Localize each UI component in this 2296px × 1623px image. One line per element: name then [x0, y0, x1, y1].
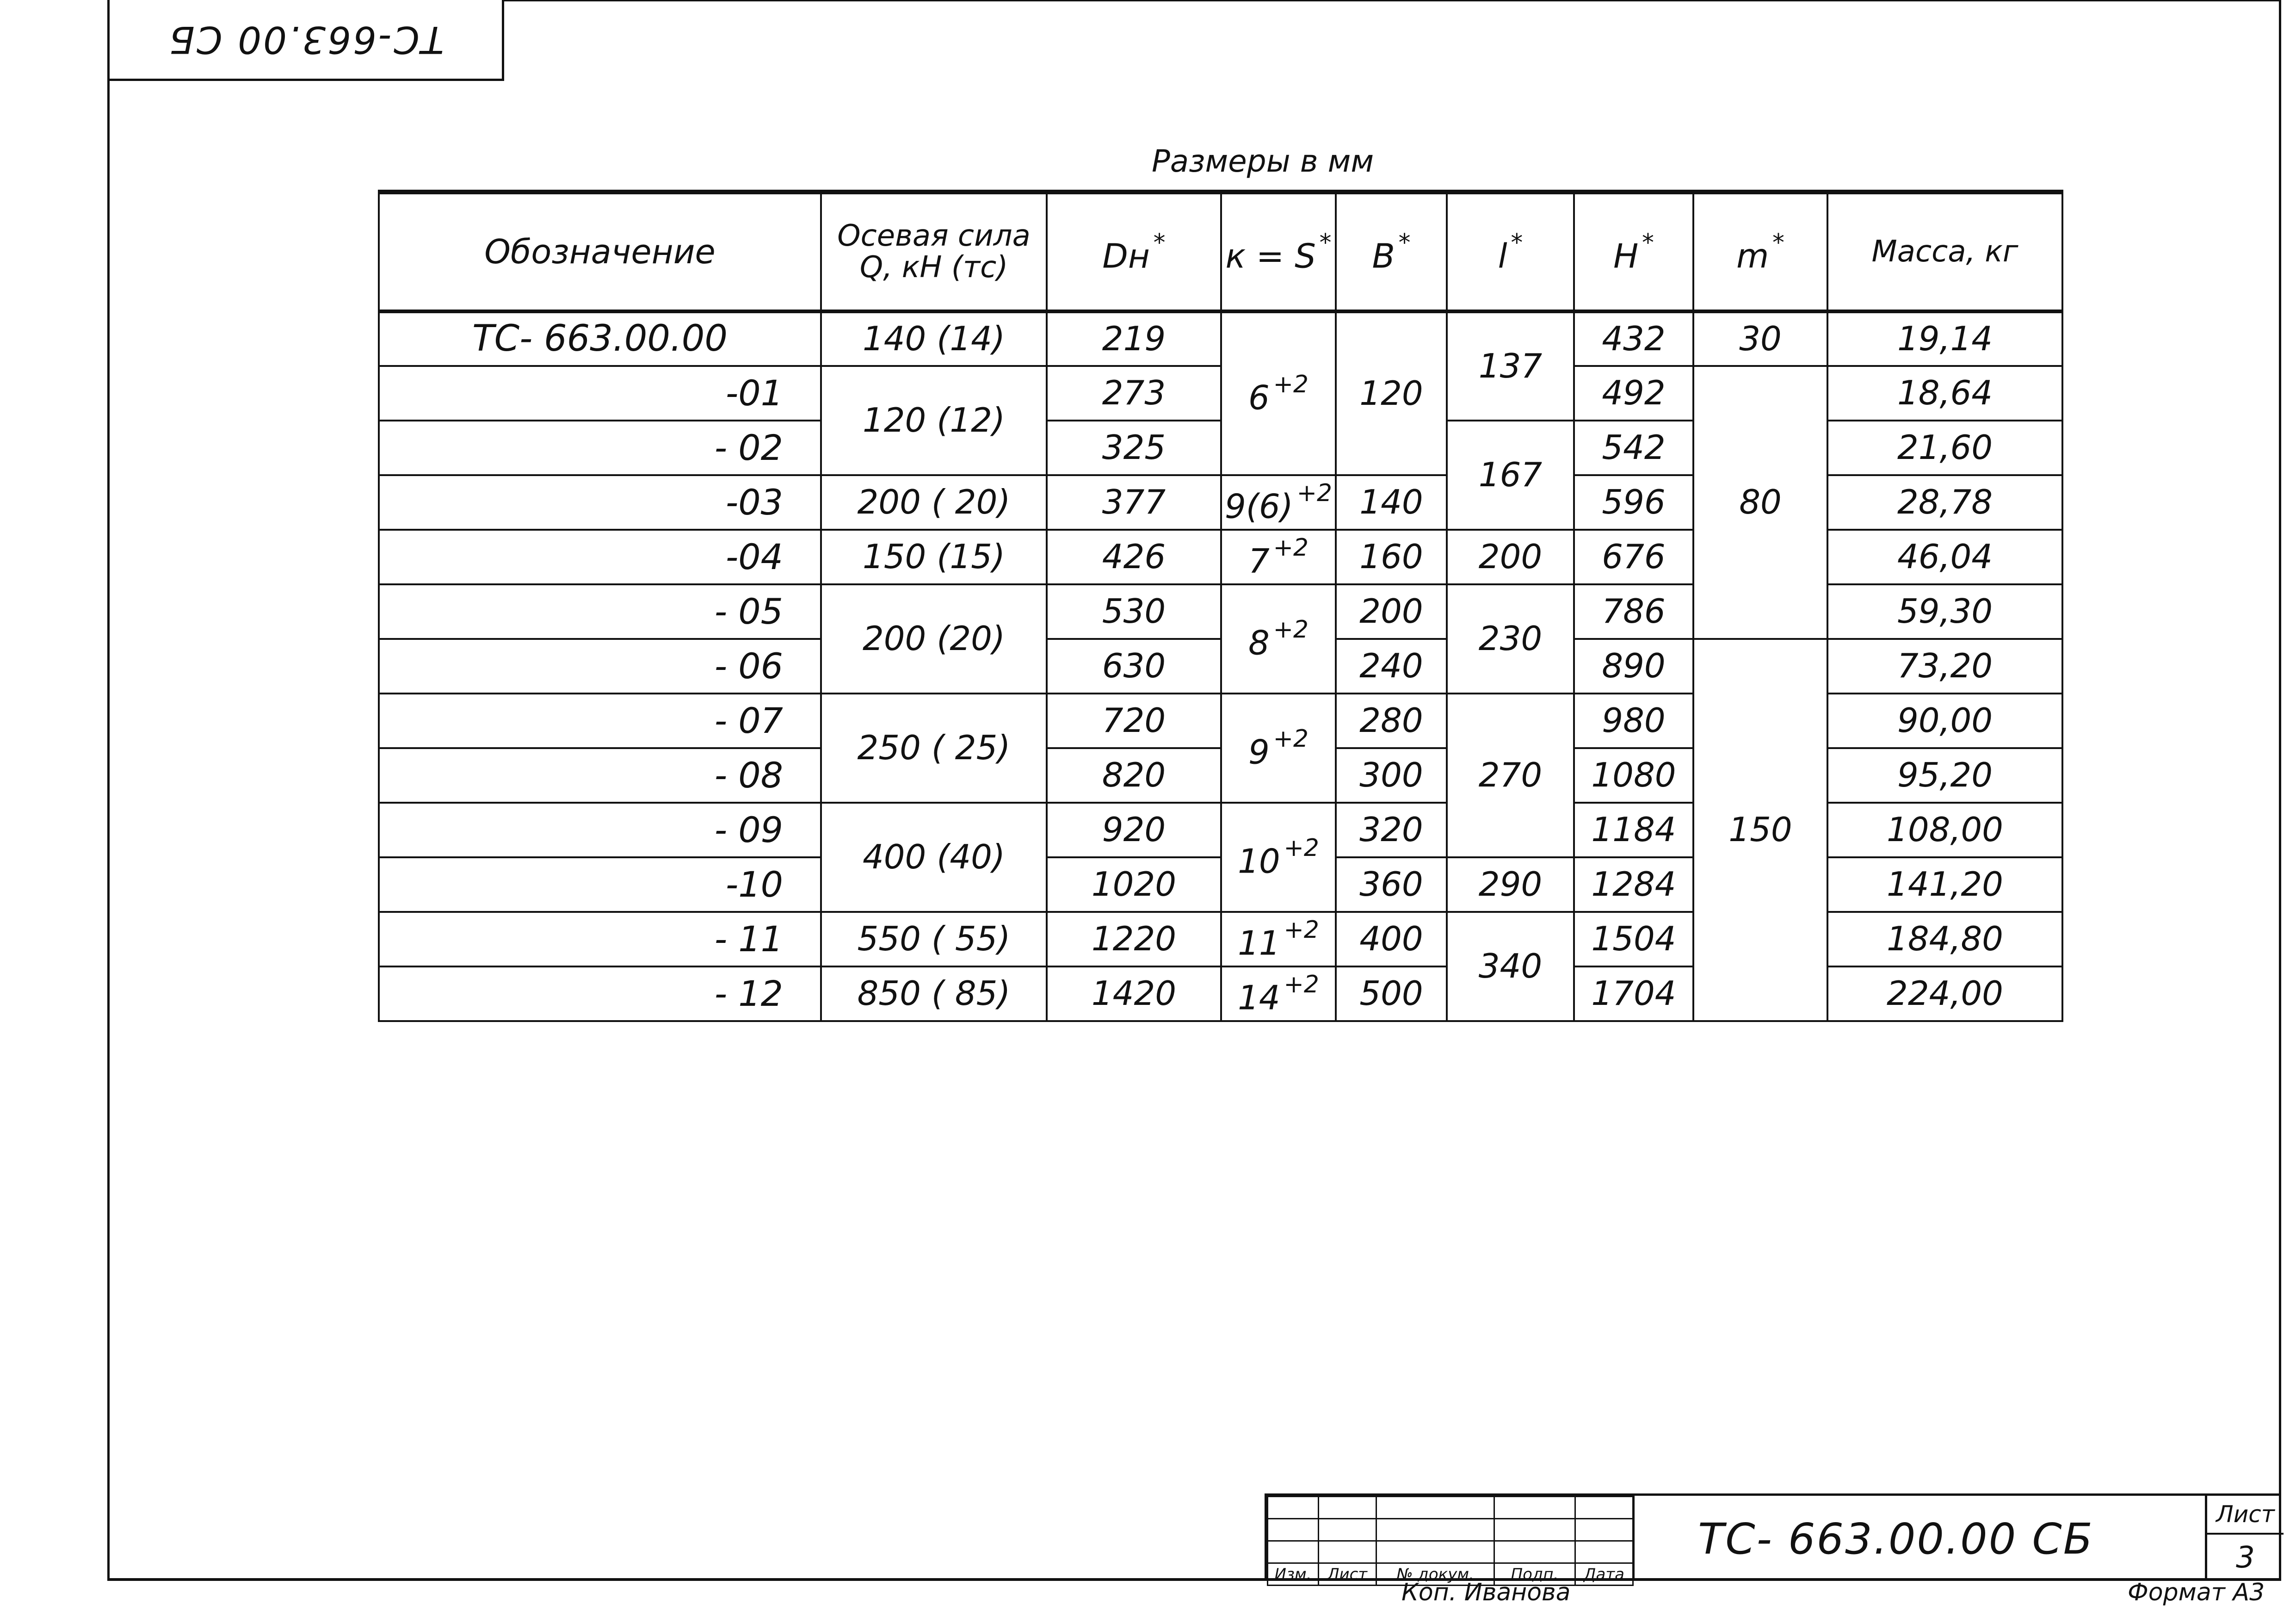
cell-mass: 95,20: [1827, 748, 2062, 803]
cell-designation: - 08: [379, 748, 821, 803]
cell-force: 200 (20): [821, 584, 1047, 694]
table-header-row: [379, 192, 2062, 311]
cell-b: 300: [1336, 748, 1447, 803]
cell-h: 786: [1574, 584, 1693, 639]
cell-mass: 19,14: [1827, 311, 2062, 366]
title-block: [1265, 1493, 2281, 1584]
cell-mass: 141,20: [1827, 857, 2062, 912]
cell-b: 280: [1336, 694, 1447, 748]
cell-dn: 820: [1047, 748, 1221, 803]
cell-mass: 18,64: [1827, 366, 2062, 421]
label-date: Дата: [1575, 1563, 1633, 1586]
header-mass: Масса, кг: [1827, 192, 2062, 311]
table-row: [379, 639, 2062, 694]
sheet-label: Лист: [2207, 1496, 2284, 1535]
header-m: m *: [1693, 192, 1827, 311]
cell-b: 120: [1336, 311, 1447, 475]
label-doc-number: № докум.: [1376, 1563, 1494, 1586]
sheet-number: 3: [2236, 1541, 2255, 1575]
cell-b: 360: [1336, 857, 1447, 912]
cell-dn: 377: [1047, 475, 1221, 530]
cell-k-s: 8 $^{+2}$: [1221, 584, 1336, 694]
revision-grid: [1267, 1496, 1634, 1586]
table-row: [379, 366, 2062, 421]
cell-b: 500: [1336, 966, 1447, 1021]
header-dn: Dн *: [1047, 192, 1221, 311]
cell-h: 1184: [1574, 803, 1693, 857]
cell-force: 850 ( 85): [821, 966, 1047, 1021]
cell-mass: 46,04: [1827, 530, 2062, 584]
cell-k-s: 6 $^{+2}$: [1221, 311, 1336, 475]
revision-row: [1268, 1541, 1633, 1563]
cell-mass: 28,78: [1827, 475, 2062, 530]
cell-designation: ТС- 663.00.00: [379, 311, 821, 366]
cell-dn: 1420: [1047, 966, 1221, 1021]
cell-designation: - 12: [379, 966, 821, 1021]
cell-l: 290: [1447, 857, 1574, 912]
cell-dn: 426: [1047, 530, 1221, 584]
corner-stamp-text: ТС-663.00 СБ: [167, 18, 444, 61]
cell-l: 167: [1447, 421, 1574, 530]
cell-k-s: 11 $^{+2}$: [1221, 912, 1336, 966]
cell-force: 150 (15): [821, 530, 1047, 584]
header-h: H *: [1574, 192, 1693, 311]
cell-b: 400: [1336, 912, 1447, 966]
cell-designation: -10: [379, 857, 821, 912]
cell-b: 320: [1336, 803, 1447, 857]
cell-h: 890: [1574, 639, 1693, 694]
cell-k-s: 9 $^{+2}$: [1221, 694, 1336, 803]
cell-mass: 90,00: [1827, 694, 2062, 748]
cell-mass: 108,00: [1827, 803, 2062, 857]
cell-h: 432: [1574, 311, 1693, 366]
cell-b: 240: [1336, 639, 1447, 694]
cell-l: 340: [1447, 912, 1574, 1021]
cell-h: 1080: [1574, 748, 1693, 803]
revision-row: [1268, 1497, 1633, 1519]
cell-mass: 224,00: [1827, 966, 2062, 1021]
document-code: ТС- 663.00.00 СБ: [1698, 1514, 2094, 1564]
cell-k-s: 9(6) $^{+2}$: [1221, 475, 1336, 530]
copied-by: Коп. Иванова: [1401, 1579, 1571, 1606]
cell-k-s: 14 $^{+2}$: [1221, 966, 1336, 1021]
header-designation: Обозначение: [379, 192, 821, 311]
frame-top-line: [504, 0, 2281, 1]
cell-h: 1504: [1574, 912, 1693, 966]
revision-row: [1268, 1519, 1633, 1541]
title-block-divider: [1632, 1496, 1635, 1581]
cell-dn: 325: [1047, 421, 1221, 475]
cell-dn: 720: [1047, 694, 1221, 748]
cell-l: 200: [1447, 530, 1574, 584]
cell-dn: 1220: [1047, 912, 1221, 966]
corner-stamp: [107, 0, 504, 81]
header-l: l *: [1447, 192, 1574, 311]
cell-force: 140 (14): [821, 311, 1047, 366]
cell-designation: - 05: [379, 584, 821, 639]
cell-dn: 530: [1047, 584, 1221, 639]
format-label: Формат А3: [2128, 1579, 2265, 1606]
cell-k-s: 7 $^{+2}$: [1221, 530, 1336, 584]
specification-table: [378, 190, 2063, 1022]
table-row: [379, 311, 2062, 366]
cell-h: 980: [1574, 694, 1693, 748]
cell-dn: 219: [1047, 311, 1221, 366]
table-caption: Размеры в мм: [1152, 143, 1374, 179]
cell-b: 160: [1336, 530, 1447, 584]
cell-l: 137: [1447, 311, 1574, 421]
cell-designation: - 09: [379, 803, 821, 857]
cell-dn: 920: [1047, 803, 1221, 857]
cell-l: 230: [1447, 584, 1574, 694]
cell-force: 120 (12): [821, 366, 1047, 475]
header-b: B *: [1336, 192, 1447, 311]
header-axial-force: Осевая сила Q, кН (тс): [821, 192, 1047, 311]
cell-h: 492: [1574, 366, 1693, 421]
sheet-number-box: [2205, 1496, 2284, 1581]
cell-k-s: 10 $^{+2}$: [1221, 803, 1336, 912]
cell-b: 140: [1336, 475, 1447, 530]
cell-h: 1284: [1574, 857, 1693, 912]
cell-dn: 273: [1047, 366, 1221, 421]
cell-h: 596: [1574, 475, 1693, 530]
cell-designation: -04: [379, 530, 821, 584]
cell-force: 200 ( 20): [821, 475, 1047, 530]
cell-dn: 1020: [1047, 857, 1221, 912]
cell-h: 1704: [1574, 966, 1693, 1021]
label-sheet: Лист: [1319, 1563, 1376, 1586]
cell-mass: 21,60: [1827, 421, 2062, 475]
cell-mass: 73,20: [1827, 639, 2062, 694]
header-k-s: к = S *: [1221, 192, 1336, 311]
label-signature: Подп.: [1494, 1563, 1575, 1586]
cell-mass: 184,80: [1827, 912, 2062, 966]
cell-dn: 630: [1047, 639, 1221, 694]
cell-designation: -03: [379, 475, 821, 530]
cell-b: 200: [1336, 584, 1447, 639]
cell-m: 30: [1693, 311, 1827, 366]
cell-m: 80: [1693, 366, 1827, 639]
cell-force: 250 ( 25): [821, 694, 1047, 803]
cell-l: 270: [1447, 694, 1574, 857]
cell-designation: - 02: [379, 421, 821, 475]
cell-force: 400 (40): [821, 803, 1047, 912]
cell-h: 542: [1574, 421, 1693, 475]
cell-designation: - 07: [379, 694, 821, 748]
cell-designation: - 06: [379, 639, 821, 694]
cell-designation: - 11: [379, 912, 821, 966]
cell-force: 550 ( 55): [821, 912, 1047, 966]
label-change: Изм.: [1268, 1563, 1319, 1586]
cell-designation: -01: [379, 366, 821, 421]
cell-h: 676: [1574, 530, 1693, 584]
cell-mass: 59,30: [1827, 584, 2062, 639]
cell-m: 150: [1693, 639, 1827, 1021]
